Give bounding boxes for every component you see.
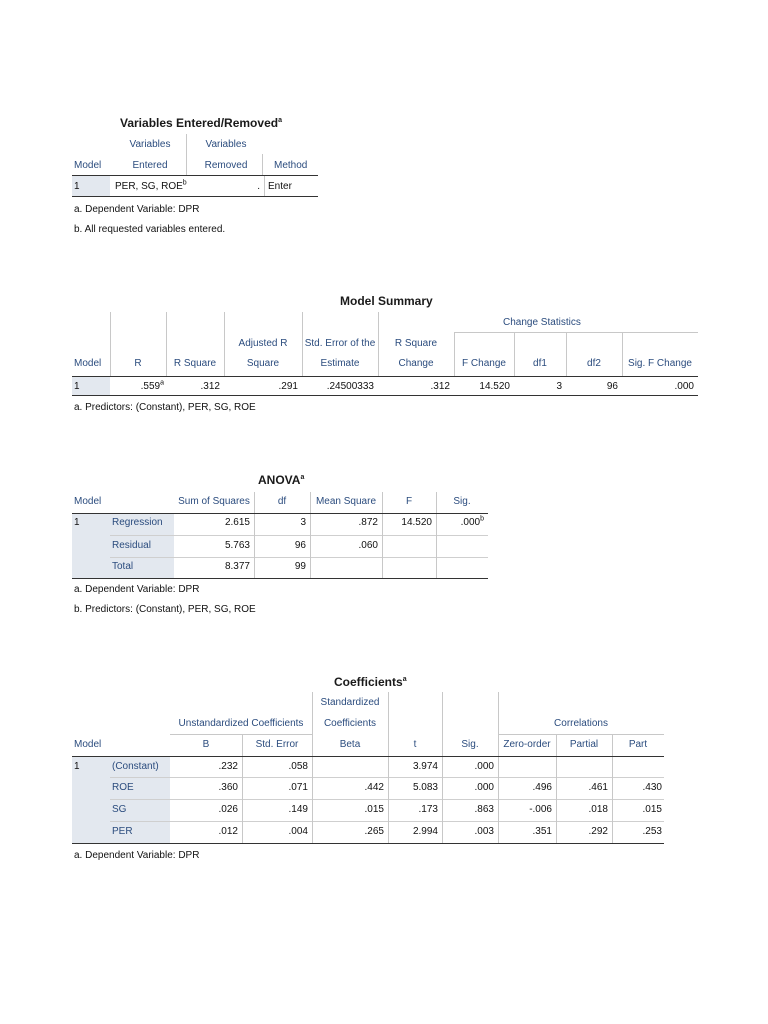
sg-t: .173 bbox=[418, 804, 438, 815]
method-value: Enter bbox=[268, 181, 292, 192]
f-change-value: 14.520 bbox=[479, 381, 510, 392]
variables-removed-value: . bbox=[257, 181, 260, 192]
header-df2: df2 bbox=[587, 358, 601, 369]
header-variables-entered-2: Entered bbox=[132, 160, 168, 171]
header-sum-of-squares: Sum of Squares bbox=[178, 496, 250, 507]
df1-value: 3 bbox=[556, 381, 562, 392]
header-unstandardized: Unstandardized Coefficients bbox=[178, 718, 304, 729]
header-correlations: Correlations bbox=[554, 718, 608, 729]
per-sig: .003 bbox=[474, 826, 494, 837]
row-label-sg: SG bbox=[112, 804, 127, 815]
header-adjusted-r-2: Square bbox=[246, 358, 280, 369]
roe-sig: .000 bbox=[474, 782, 494, 793]
roe-partial: .461 bbox=[588, 782, 608, 793]
header-standardized-1: Standardized bbox=[320, 697, 380, 708]
header-r-square: R Square bbox=[173, 358, 217, 369]
roe-std-error: .071 bbox=[288, 782, 308, 793]
sg-std-error: .149 bbox=[288, 804, 308, 815]
std-error-value: .24500333 bbox=[326, 381, 374, 392]
regression-ss: 2.615 bbox=[224, 517, 250, 528]
header-sig-f-change: Sig. F Change bbox=[628, 358, 692, 369]
per-partial: .292 bbox=[588, 826, 608, 837]
per-std-error: .004 bbox=[288, 826, 308, 837]
roe-part: .430 bbox=[642, 782, 662, 793]
header-sig: Sig. bbox=[461, 739, 479, 750]
footnote-dependent: a. Dependent Variable: DPR bbox=[74, 850, 200, 861]
constant-b: .232 bbox=[218, 761, 238, 772]
per-zero-order: .351 bbox=[532, 826, 552, 837]
header-model: Model bbox=[74, 358, 102, 369]
header-std-error-2: Estimate bbox=[320, 358, 360, 369]
roe-beta: .442 bbox=[364, 782, 384, 793]
header-variables-removed-1: Variables bbox=[205, 139, 247, 150]
sg-part: .015 bbox=[642, 804, 662, 815]
row-label-constant: (Constant) bbox=[112, 761, 159, 772]
sg-b: .026 bbox=[218, 804, 238, 815]
footnote-entered: b. All requested variables entered. bbox=[74, 224, 226, 235]
header-t: t bbox=[413, 739, 417, 750]
sig-f-change-value: .000 bbox=[674, 381, 694, 392]
header-part: Part bbox=[628, 739, 648, 750]
header-f: F bbox=[405, 496, 413, 507]
header-variables-removed-2: Removed bbox=[204, 160, 248, 171]
regression-df: 3 bbox=[300, 517, 306, 528]
header-beta: Beta bbox=[339, 739, 361, 750]
regression-ms: .872 bbox=[358, 517, 378, 528]
row-label-total: Total bbox=[112, 561, 134, 572]
adjusted-r-square-value: .291 bbox=[278, 381, 298, 392]
footnote-dependent: a. Dependent Variable: DPR bbox=[74, 584, 200, 595]
header-standardized-2: Coefficients bbox=[323, 718, 377, 729]
sg-beta: .015 bbox=[364, 804, 384, 815]
footnote-predictors: b. Predictors: (Constant), PER, SG, ROE bbox=[74, 604, 256, 615]
header-variables-entered-1: Variables bbox=[129, 139, 171, 150]
constant-sig: .000 bbox=[474, 761, 494, 772]
sg-zero-order: -.006 bbox=[529, 804, 552, 815]
header-model: Model bbox=[74, 160, 102, 171]
total-ss: 8.377 bbox=[224, 561, 250, 572]
row-model: 1 bbox=[74, 181, 80, 192]
header-method: Method bbox=[274, 160, 308, 171]
header-zero-order: Zero-order bbox=[503, 739, 551, 750]
coefficients-title: Coefficients$^a$ bbox=[334, 675, 407, 689]
per-beta: .265 bbox=[364, 826, 384, 837]
header-f-change: F Change bbox=[462, 358, 506, 369]
header-r: R bbox=[134, 358, 142, 369]
roe-b: .360 bbox=[218, 782, 238, 793]
variables-entered-value: PER, SG, ROE$^b$ bbox=[115, 179, 187, 192]
row-label-per: PER bbox=[112, 826, 133, 837]
footnote-dependent: a. Dependent Variable: DPR bbox=[74, 204, 200, 215]
total-df: 99 bbox=[294, 561, 306, 572]
header-df1: df1 bbox=[533, 358, 547, 369]
header-mean-square: Mean Square bbox=[315, 496, 377, 507]
header-change-statistics: Change Statistics bbox=[503, 317, 581, 328]
header-std-error: Std. Error bbox=[255, 739, 299, 750]
constant-std-error: .058 bbox=[288, 761, 308, 772]
per-b: .012 bbox=[218, 826, 238, 837]
model-summary-title: Model Summary bbox=[340, 294, 433, 308]
header-df: df bbox=[277, 496, 287, 507]
regression-sig: .000$^b$ bbox=[460, 515, 484, 528]
r-value: .559$^a$ bbox=[140, 379, 164, 392]
sg-sig: .863 bbox=[474, 804, 494, 815]
residual-ss: 5.763 bbox=[224, 540, 250, 551]
header-r-square-change-1: R Square bbox=[394, 338, 438, 349]
row-label-roe: ROE bbox=[112, 782, 134, 793]
variables-entered-title: Variables Entered/Removed$^a$ bbox=[120, 116, 282, 130]
footnote-predictors: a. Predictors: (Constant), PER, SG, ROE bbox=[74, 402, 256, 413]
per-t: 2.994 bbox=[412, 826, 438, 837]
roe-zero-order: .496 bbox=[532, 782, 552, 793]
per-part: .253 bbox=[642, 826, 662, 837]
residual-ms: .060 bbox=[358, 540, 378, 551]
r-square-change-value: .312 bbox=[430, 381, 450, 392]
residual-df: 96 bbox=[294, 540, 306, 551]
constant-t: 3.974 bbox=[412, 761, 438, 772]
header-std-error-1: Std. Error of the bbox=[304, 338, 376, 349]
row-model: 1 bbox=[74, 381, 80, 392]
header-r-square-change-2: Change bbox=[398, 358, 434, 369]
r-square-value: .312 bbox=[200, 381, 220, 392]
model-number: 1 bbox=[74, 761, 80, 772]
model-number: 1 bbox=[74, 517, 80, 528]
header-model: Model bbox=[74, 739, 102, 750]
header-sig: Sig. bbox=[453, 496, 471, 507]
regression-f: 14.520 bbox=[401, 517, 432, 528]
header-partial: Partial bbox=[569, 739, 599, 750]
header-b: B bbox=[202, 739, 210, 750]
row-label-residual: Residual bbox=[112, 540, 151, 551]
df2-value: 96 bbox=[606, 381, 618, 392]
header-adjusted-r-1: Adjusted R bbox=[238, 338, 288, 349]
row-label-regression: Regression bbox=[112, 517, 163, 528]
anova-title: ANOVA$^a$ bbox=[258, 473, 305, 487]
header-model: Model bbox=[74, 496, 102, 507]
sg-partial: .018 bbox=[588, 804, 608, 815]
roe-t: 5.083 bbox=[412, 782, 438, 793]
